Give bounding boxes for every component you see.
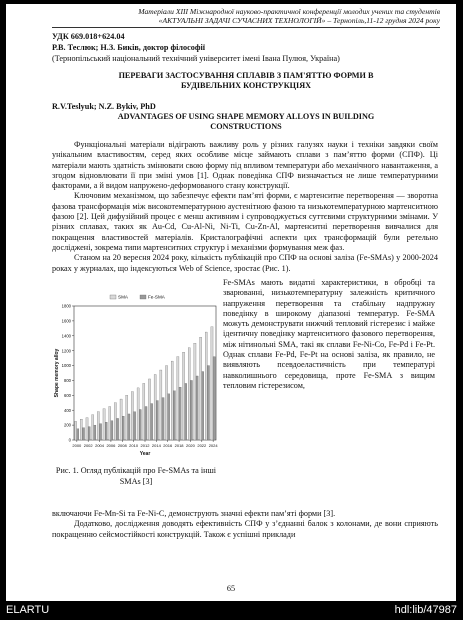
bar-sma-2017 (171, 361, 173, 440)
paragraph-1: Функціональні матеріали відіграють важливу роль у різних галузях науки і техніки завдяки своїм унікальним властивостям, серед яких особливе місце займають сплави з пам’яттю форми (СПФ). Ці матеріали мають здатність змінювати свою форму під впливом температури або механічного навантаження, а згодом відновлювати її при зміні умов [1]. Однак поведінка СПФ визначається не лише температурними факторами, а й видом напружено-деформованого стану конструкції. (52, 140, 438, 191)
title-en: ADVANTAGES OF USING SHAPE MEMORY ALLOYS IN BUILDING CONSTRUCTIONS (117, 112, 375, 132)
bar-sma-2023 (205, 332, 207, 440)
x-tick-label: 2024 (208, 443, 218, 448)
y-tick-label: 600 (64, 392, 71, 398)
bar-sma-2011 (137, 388, 139, 440)
paragraph-continuation: включаючи Fe-Mn-Si та Fe-Ni-C, демонструють значні ефекти пам’яті форми [3]. (52, 509, 336, 518)
bar-sma-2012 (143, 383, 145, 440)
document-page (6, 4, 456, 601)
body-text (52, 140, 438, 274)
repository-footer (0, 601, 463, 620)
conference-header-line2: «АКТУАЛЬНІ ЗАДАЧІ СУЧАСНИХ ТЕХНОЛОГІЙ» – Тернопіль,11-12 грудня 2024 року (158, 16, 440, 25)
bar-fe-sma-2013 (151, 404, 153, 440)
x-tick-label: 2022 (197, 443, 207, 448)
bar-sma-2006 (109, 407, 111, 441)
y-tick-label: 1200 (61, 348, 71, 354)
authors-ua: Р.В. Теслюк; Н.З. Биків, доктор філософії (52, 43, 206, 52)
x-tick-label: 2018 (174, 443, 184, 448)
affiliation: (Тернопільський національний технічний університет імені Івана Пулюя, Україна) (52, 54, 340, 63)
paragraph-2: Ключовим механізмом, що забезпечує ефекти пам’яті форми, є мартенситне перетворення — зворотна фазова трансформація між високотемпературною аустенітною фазою та низькотемпературною мартенситною фазою [2]. Цей дифузійний процес є менш активним і супроводжується суттєвими структурними змінами. У різних сплавах, таких як Au-Cd, Cu-Al-Ni, Ni-Ti, Cu-Zn-Al, мартенситні перетворення вивчалися для покращення властивостей матеріалів. Кристалографічні аспекти цих трансформацій були ретельно досліджені, зокрема типи мартенситних структур і механізми формування меж фаз. (52, 191, 438, 252)
authors-en: R.V.Teslyuk; N.Z. Bykiv, PhD (52, 102, 156, 111)
paragraph-4: Додатково, дослідження доводять ефективність СПФ у з’єднанні балок з колонами, де вони сприяють покращенню сейсмостійкості конструкцій. Також є успішні приклади (52, 519, 438, 539)
y-tick-label: 0 (68, 437, 71, 443)
x-axis-label: Year (139, 451, 151, 457)
bar-fe-sma-2018 (179, 387, 181, 440)
bar-fe-sma-2010 (134, 412, 136, 440)
bar-fe-sma-2023 (207, 366, 209, 440)
y-axis-label: Shape memory alloy (54, 348, 60, 398)
bar-fe-sma-2007 (116, 418, 118, 440)
y-tick-label: 1000 (61, 363, 71, 369)
bar-fe-sma-2022 (202, 372, 204, 440)
bar-fe-sma-2005 (105, 422, 107, 440)
conference-header-line1: Матеріали XIII Міжнародної науково-практичної конференції молодих учених та студентів (138, 7, 440, 16)
x-tick-label: 2010 (129, 443, 139, 448)
bar-sma-2008 (120, 399, 122, 440)
udc-code: УДК 669.018+624.04 (52, 32, 125, 41)
legend-label-fe-sma: Fe-SMA (148, 294, 165, 300)
y-tick-label: 400 (64, 407, 71, 413)
bar-sma-2010 (131, 392, 133, 440)
title-ua: ПЕРЕВАГИ ЗАСТОСУВАННЯ СПЛАВІВ З ПАМ'ЯТТЮ ФОРМИ В БУДІВЕЛЬНИХ КОНСТРУКЦІЯХ (118, 71, 374, 91)
bar-sma-2018 (177, 357, 179, 440)
bar-fe-sma-2003 (94, 425, 96, 440)
publication-bar-chart (52, 290, 220, 458)
paragraph-3: Станом на 20 вересня 2024 року, кількість публікацій про СПФ на основі заліза (Fe-SMAs) у 2000-2024 роках у журналах, що індексуються Web of Science, зростає (Рис. 1). (52, 253, 438, 273)
page-number: 65 (226, 584, 236, 593)
bar-sma-2021 (194, 343, 196, 440)
legend-swatch-fe-sma (140, 295, 146, 299)
y-tick-label: 800 (64, 378, 71, 384)
bar-sma-2005 (103, 409, 105, 440)
bar-fe-sma-2009 (128, 414, 130, 440)
bar-sma-2003 (92, 415, 94, 440)
footer-left-label: ELARTU (6, 604, 50, 616)
x-tick-label: 2014 (151, 443, 161, 448)
bar-sma-2024 (211, 327, 213, 440)
y-tick-label: 1600 (61, 318, 71, 324)
bar-fe-sma-2014 (156, 401, 158, 440)
bar-fe-sma-2012 (145, 407, 147, 441)
x-tick-label: 2020 (185, 443, 195, 448)
bar-fe-sma-2017 (173, 391, 175, 440)
bar-sma-2015 (160, 370, 162, 440)
bar-fe-sma-2008 (122, 416, 124, 440)
bar-fe-sma-2001 (82, 428, 84, 440)
legend-swatch-sma (110, 295, 116, 299)
x-tick-label: 2004 (95, 443, 105, 448)
x-tick-label: 2006 (106, 443, 116, 448)
figure-caption: Рис. 1. Огляд публікацій про Fe-SMAs та інші SMAs [3] (55, 466, 217, 486)
bar-fe-sma-2021 (196, 376, 198, 440)
bar-fe-sma-2006 (111, 421, 113, 440)
bar-fe-sma-2002 (88, 427, 90, 440)
x-tick-label: 2016 (163, 443, 173, 448)
legend-label-sma: SMA (118, 294, 128, 300)
footer-handle: hdl:lib/47987 (394, 604, 457, 616)
bar-fe-sma-2015 (162, 398, 164, 440)
x-tick-label: 2002 (83, 443, 93, 448)
bar-sma-2004 (97, 412, 99, 440)
x-tick-label: 2012 (140, 443, 150, 448)
x-tick-label: 2000 (72, 443, 82, 448)
body-text-continued (52, 509, 438, 540)
y-tick-label: 1800 (61, 303, 71, 309)
bar-sma-2000 (75, 421, 77, 440)
right-column-text: Fe-SMAs мають видатні характеристики, в обробці та зварюванні, низькотемпературну залежність критичного напруження перетворення та стабільну надпружну поведінку в широкому діапазоні температур. Fe-SMA можуть демонструвати нижчий тепловий гістерезис і майже ідентичну поведінку мартенситного фазового перетворення, між нітинольні SMA, такі як сплави Fe-Ni-Co, Fe-Pd і Fe-Pt. Однак сплави Fe-Pd, Fe-Pt на основі заліза, як правило, не виявляють псевдоеластичність при температурі навколишнього середовища, проте Fe-SMA з вищим тепловим гістерезисом, (223, 278, 435, 390)
bar-sma-2019 (182, 352, 184, 440)
bar-sma-2009 (126, 395, 128, 440)
bar-sma-2013 (148, 379, 150, 440)
bar-sma-2007 (114, 403, 116, 440)
bar-sma-2016 (165, 366, 167, 440)
bar-fe-sma-2011 (139, 409, 141, 440)
bar-fe-sma-2024 (213, 357, 215, 440)
figure-1 (52, 290, 220, 458)
bar-sma-2020 (188, 348, 190, 440)
bar-sma-2001 (80, 419, 82, 440)
bar-fe-sma-2020 (190, 380, 192, 440)
x-tick-label: 2008 (117, 443, 127, 448)
bar-sma-2022 (200, 337, 202, 440)
bar-fe-sma-2019 (185, 383, 187, 440)
bar-fe-sma-2004 (99, 424, 101, 440)
bar-fe-sma-2016 (168, 394, 170, 440)
header-divider (52, 27, 440, 28)
bar-fe-sma-2000 (77, 429, 79, 440)
y-tick-label: 200 (64, 422, 71, 428)
y-tick-label: 1400 (61, 333, 71, 339)
bar-sma-2014 (154, 374, 156, 440)
bar-sma-2002 (86, 418, 88, 440)
